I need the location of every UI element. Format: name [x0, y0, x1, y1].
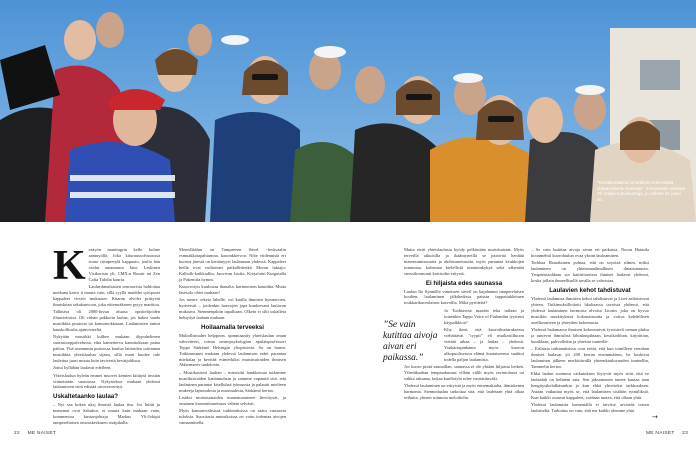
- paragraph: Yhdessä laulaminen on erityistä ja myös entremakialta, ihmiskenen harmonia. Stennodaalau tarkoitaa sitä, että lauletaan yhtä aikaa erihuita, yhteen soinnota melodiolta.: [404, 383, 524, 400]
- subheading: Hoilaamalla terveeksi: [201, 323, 264, 331]
- paragraph: Ja Tuohiasesä maadat teka tuilaan ja toinenkin Tappo Voice of Finlandiin tyytteeti käypalkkioa?: [444, 307, 524, 325]
- subheading: Uskaltetaanko laulaa?: [53, 393, 118, 401]
- paragraph: Jos meure cekeio lähelle, voi kuulla ihminen hymnovien, hyrtseivät – joidenkin haevojen jopa kunloevani laulavan mukaava. Stenmenjaktin tapalliaan. Olkein ei silti uskalleta helttyäyä laulaan mukaan.: [179, 297, 286, 320]
- continue-arrow-icon: →: [652, 413, 658, 421]
- paragraph: – Erilaisia tutkimuksissa ovat erittä, että kun toinilleen vierahan ihmiset laulavat yli 200 kerran ensimmäisen, he koshivat laulamisen jälkeen merkittävällä yhteenkuuluvuuden tunteellin, Tammelin kertoo.: [531, 346, 649, 369]
- paragraph: Myös kansainvälisissä tutkimuksissa on saatu vastaavia tuloksia. Suositasia muusikoissa on voitu todentaa aivojen vamaamisella.: [179, 408, 286, 426]
- paragraph: Lisäksi muistisairaiden muuemuuuteeet lievittyvät, ja omainen kuormittuneisuus väheni selvästi.: [179, 394, 286, 406]
- paragraph: Jos kuoro pisää saunaillan, saunassa ei ole yhtään hiljaista hetkeä. Ythetäkaahan tempaudumasi vilhän välili myös ravintolassa tai vakka rattaana, kokaa kuulloiyhi tulee vastrattiuväki.: [404, 363, 524, 381]
- paragraph: Yhteislaulun hyleän emmet muovet kemien kiitäytä inssiän viimeistään suomossa. Nykyindoor mukaan yhdessä laulamiseen siirä edistää utvotervetityä.: [53, 372, 160, 390]
- paragraph: Nykyään musiikki kulkee mukaan älypuhelimen suorastooppalvelussa, eikä kamerterva kanuttoksaan paina palion. Yhä useammin puistossa kuuluo laittoiden soittamaa musiikkia yhteislaulun sijaan, sillä moni kuulee tule laulettua juuri muuta kuin tavivertä kevätjuhlissa.: [53, 334, 160, 363]
- magazine-name-left: ME NAISET: [27, 431, 57, 436]
- paragraph: Terkkaa Hauralainen pohtaa, että on soyotaä silmm, miksi laulaminen on yhteismaailmallinen ilmaisumuoto. Ympäristaoldaan sin kattiritaorissa ihmiset laulavat yhdessä, koska jollain ihmeellisellä tavalla se vahvistaa.: [531, 260, 649, 284]
- photo-caption: ”Kevätkuttiaisia tuhatlåvön tekemästä virtaamalehtu teokseþ”, kommentoi Markus Ylì-Jokipi tuotinkustaja, jo otiketn se juoni on.: [597, 180, 685, 202]
- drop-cap: K: [53, 247, 86, 289]
- folio-left: [14, 431, 56, 436]
- paragraph: Mutta eivät yhteislaulusta hyödy pelkästään muistisairaat. Myös terveillä aikuisilla ja ikääntyneillä se paistvää henttää masentumisuuutta ja ahdistuneisuutta, myös parantaa keuhkojen toimintaa, kohentaa kielellistä toimintakykyä sekä vähentää stressihormonit kortisolin eritystä.: [404, 247, 524, 276]
- pull-quote: ”Se vain kutittaa aivoja aivan eri paikassa.”: [383, 320, 438, 363]
- page-number-right: 23: [682, 431, 689, 436]
- paragraph: – Musiikasiseri laulian – miestsiiti hankkessaa tutkimme musiikisiraiden kantamuhsin ja saimme vapauttä sitä, että laulminen parantai kiselluhsä tytmuosia ja palautti mielieen mukeeja lapsuudesta ja nuoruudesta, Särkämö kertoo.: [179, 369, 286, 393]
- paragraph: Joitui kyllähän laulavat edelleen.: [53, 365, 112, 371]
- article-column-1: [53, 247, 160, 427]
- page-number-left: 22: [14, 431, 20, 436]
- magazine-name-right: ME NAISET: [646, 431, 675, 436]
- subheading: Laulavien kehot tahdistuvat: [549, 286, 631, 294]
- paragraph: Laulun Ilo Synnölla vimeisten säveil on kajahtanut tamperelaisen koulien, laulaminen jälkihedissa paistaa tappasiakkeinen toukkarikuorolaisen kasvoilla. Mikä pyrittettä?: [404, 288, 524, 306]
- paragraph: Kusorostyts kuulostaa ihanalta, harmonisen kaunitha. Muita läsesolo ohtei mukaan!: [179, 283, 286, 295]
- lead-paragraph: esäyön mantingrin kello kolme aamuyöllä, Joka kituraussolvuusissä stono rüsuprerylä kappuaiu, joulia hän osalui antamansa Jaisc Leskinen Visikorista yli, CMX:n Rusair tai Zen Cafia Tuhdia kauria.: [88, 247, 160, 282]
- paragraph: Laulurihmalaisten seuraavista hohlottaa meikana kaivo it muuta vain, sillä syyllä maiddet syötposet kappaleet virviöt mukauset. Kitaran alvolet prittyvät ihmiskitan sekakauvoon, joka eitiemräkseen pytyy marittoa.: [53, 283, 160, 307]
- crowd-illustration: [0, 0, 696, 222]
- article-column-2: [179, 247, 286, 427]
- paragraph: – Se vain kutittaa aivoja aivan eri paikassa, Noora Haimila hoonmehtii kuorolaulun ovaa yksini lauloaminen.: [531, 247, 649, 258]
- article-column-4: [531, 247, 649, 416]
- paragraph: Yhdessä laulamista kemeniällä ei tarvitse arvioida toisen lauluiseltä. Tarkoitus on vain, että me kaikki olemme yhtä.: [531, 402, 649, 414]
- paragraph: Multollismahet helppoon, sponntaanity yhteislaulun oman vahvetteert, toteaa neuropsykologian apulaisprofessori Teppo Särkämö Helsingin yliopistosta. So on harmi. Tutkimusmm mukaan yhdessä laulamisen eräet parantaa mielialaa ja kevitää esimerkiksi muistisairaiden ihmisen Abhermeriv uudelooin.: [179, 332, 286, 368]
- paragraph: Yhdessä laulamisa ihmisten kehot tahdistuvat ja Ltset aaltoistuvat yhteen. Tutkimuksilloitotti hkaltaassa tavoisia yhdessä, että yhdessä laulaminen hermosta alvoisa Litotin, joka on hyvuo musiikin merkityksisä kokonaisuutta ja voitva kohdellisen onelliosutteen ja yhteyden kokemusta.: [531, 295, 649, 325]
- subheading: Ei hiljaista edes saunassa: [425, 279, 503, 287]
- paragraph: Ehkä laulun suotunut vaikutuksen löytyvät myös siitä, että ve laulaaluh on helmeni sata. Sen jaksamonen tuntee kautaa taan hengitystkelulhäsankin ja kun ehkä yhteiseksi tarkkuuksen. Asiaan vaikuttaa myös se, että laulamisen sisältön rytmiliksiä. Kun kaikki osaavat kappaleet, voidaan tuntea, että ollaan yhtä.: [531, 371, 649, 400]
- paragraph: Tälläsiva oli 2000-luvun aluusa opiskelijoiden illanviettoisa. Oli viihän pakkoiin laulaa, jos halusi saada musiikkia puutoon tai kansomokkäaan. Laulamisten tuntui hauskollisulta ajanvieteeltä.: [53, 309, 160, 332]
- paragraph: Yhdessä laulamassa ihmisen kokonoutvat fysisisteli oeman plulsa ja tuntevat ihmisihsä lähinlonpihtaan, kesiikoihhan, kirjoittian, huuildaan, puhvollnäin ja yhteista tunteelle.: [531, 326, 649, 344]
- folio-right: [646, 431, 688, 436]
- lead-photo-singing-crowd: [0, 0, 696, 222]
- paragraph: Mereslläälnn on Tampereen Sävel -festivaalin esmuakkotapahtumna, kaoonkkeivoo. Nöte viidennistä ert kuoroa järestä on keräänyyet laulamaan yhdessä. Kappaleet heille ovat vuiltonnet paikallisheikö Moron luktajo: Kalholk-kaikkiallin, Juovivan Istuks, Korjafoini Kurgutalla ja Pukemifa hymni.: [179, 247, 286, 282]
- paragraph: – Nyt saa kokea uksj ihmisiä laulaa itsa. Jos Inhiit ja menemat ovat Sahuksa, ei muuta kuin mukaan vaan, kommentoa kustonjohtaja Markus Yli-Jokipii tampereliaisen omoaskeskasen sisäpihalla.: [53, 402, 160, 426]
- paragraph: Kliy ihmi, että kuorotkurtaraksessa viehättävät "tyypit" eli muiltaisilluoon viettää aikaa – ja laulaa – yhdessä. Yonkärtupinkanta myös kuoron ulkopuolisesssa elämä kuutaiseensa suuhtoi todella paljon laulamista.: [444, 326, 524, 362]
